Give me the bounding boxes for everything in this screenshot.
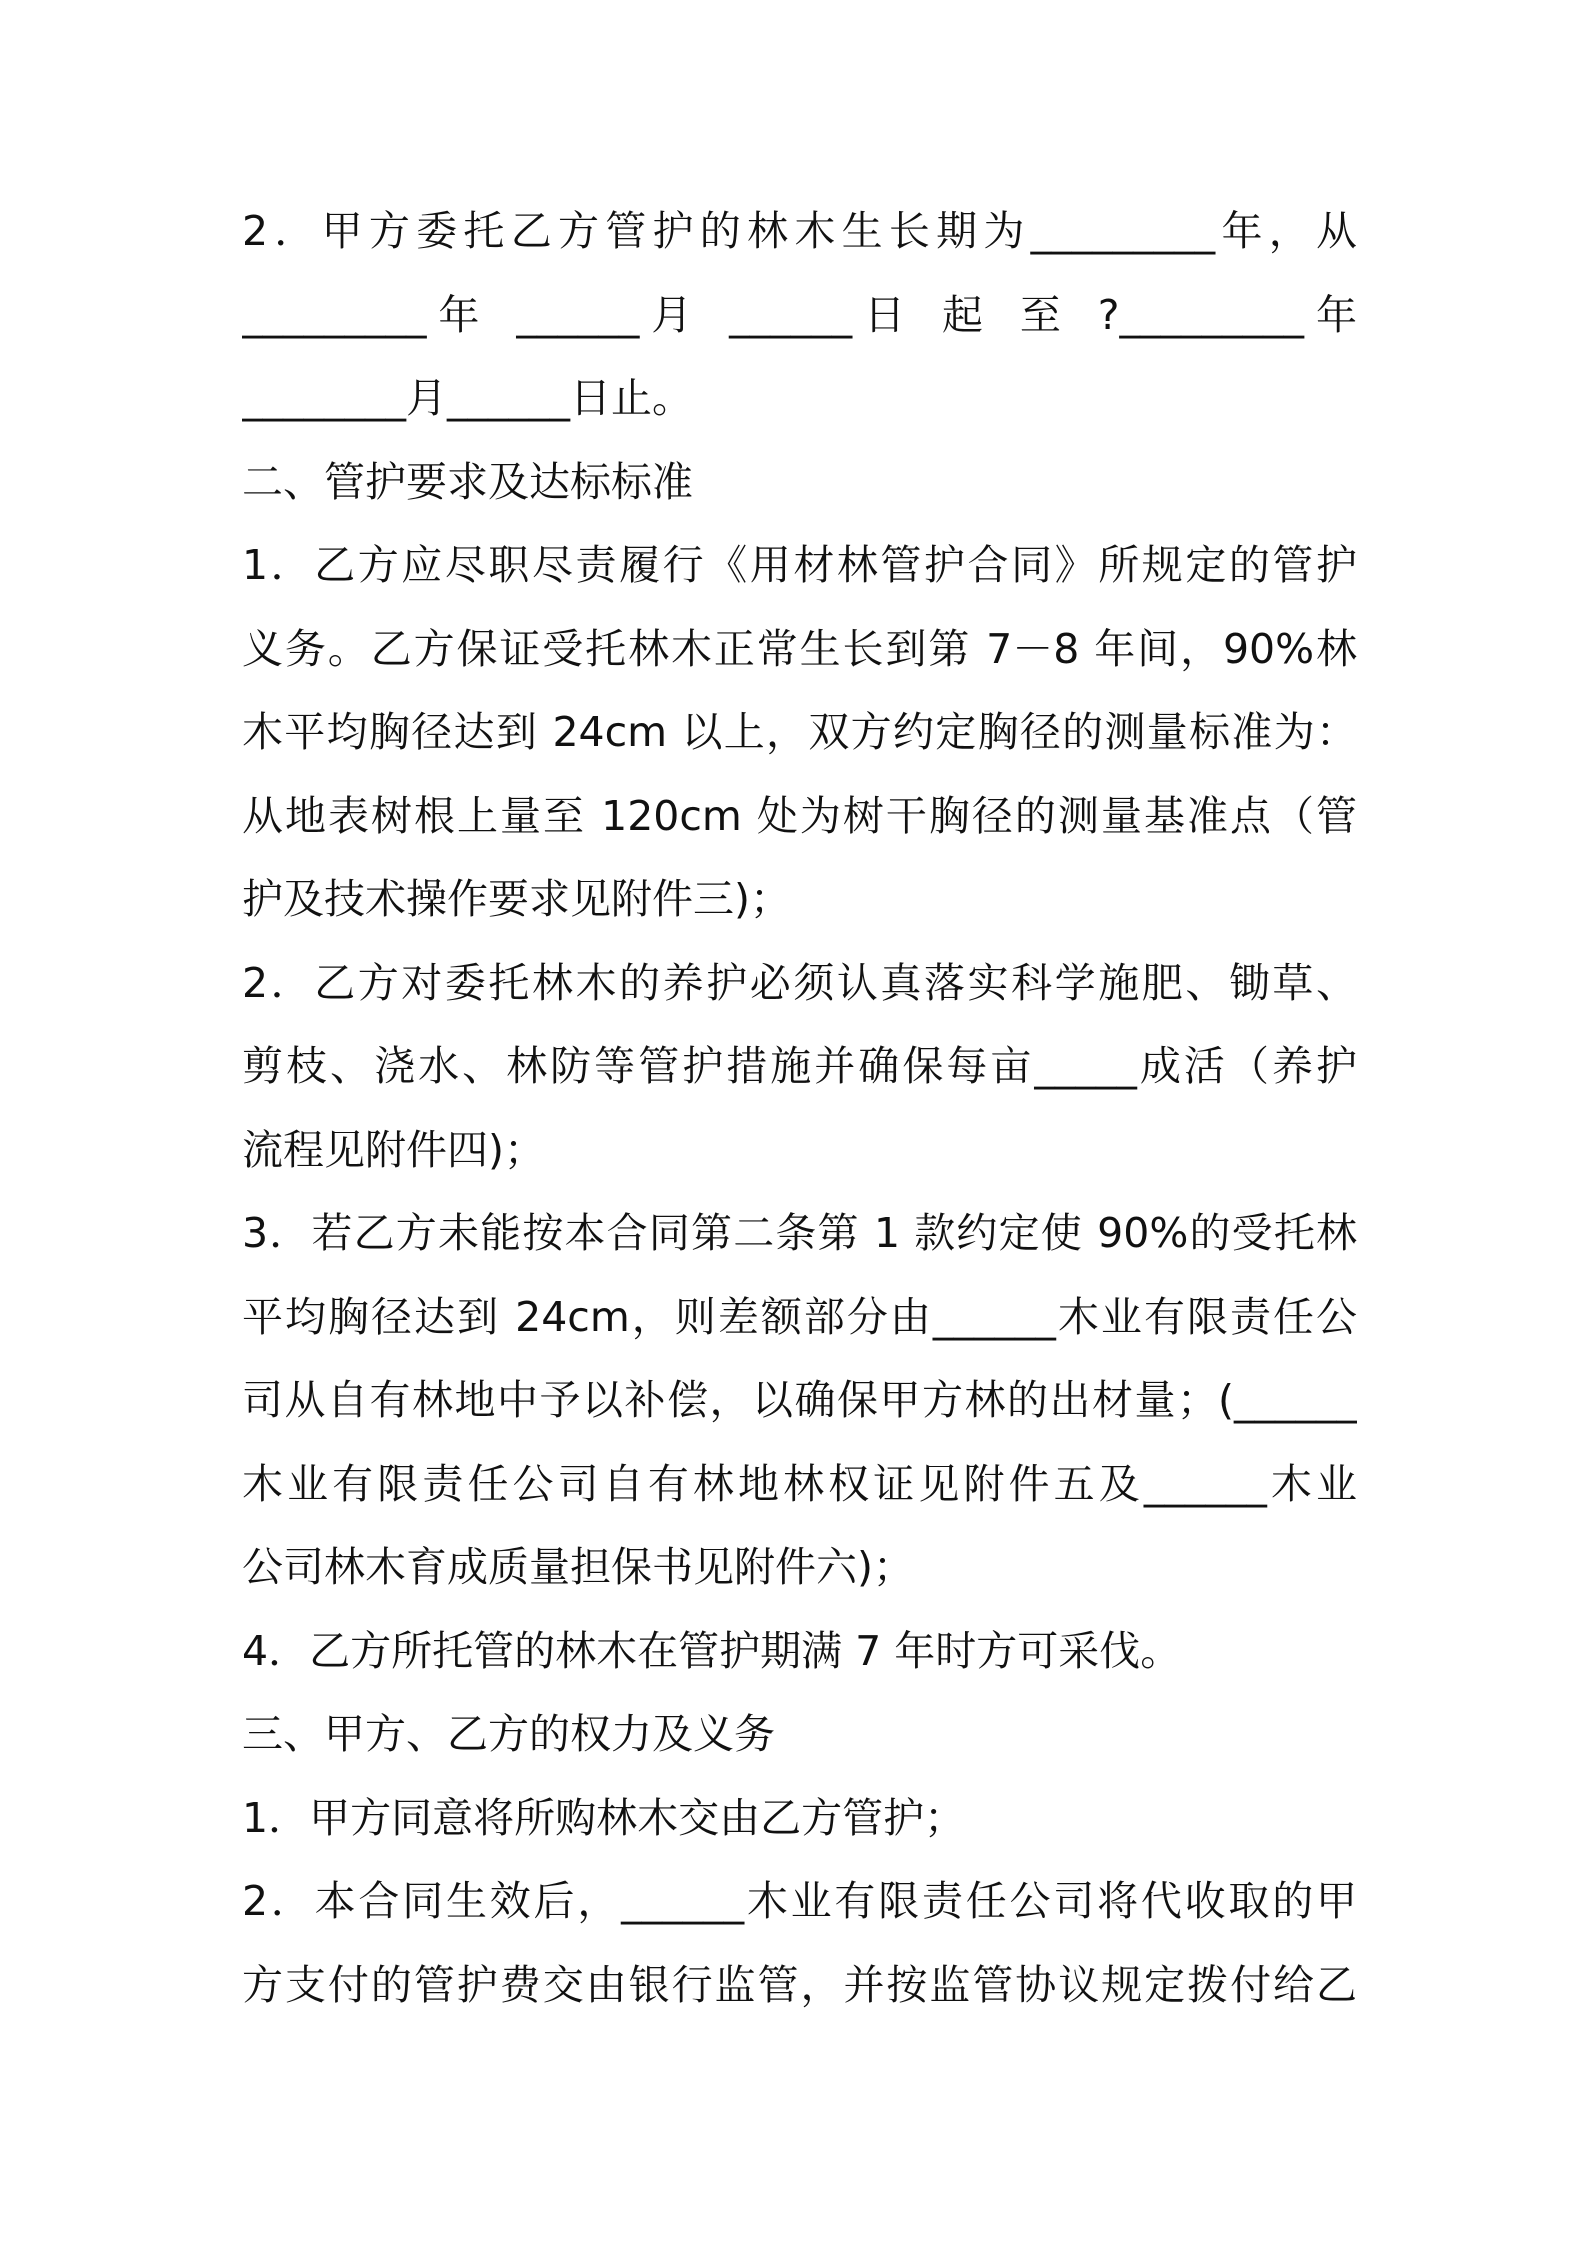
clause-line: 平均胸径达到 24cm，则差额部分由______木业有限责任公 — [242, 1292, 1357, 1341]
clause-line: 护及技术操作要求见附件三)； — [242, 875, 791, 923]
clause-line: 流程见附件四)； — [242, 1125, 545, 1174]
clause-line: 司从自有林地中予以补偿，以确保甲方林的出材量；(______ — [242, 1376, 1357, 1424]
section-heading-rights: 三、甲方、乙方的权力及义务 — [242, 1710, 775, 1758]
section-heading-requirements: 二、管护要求及达标标准 — [242, 457, 693, 506]
line-term-period: 2．甲方委托乙方管护的林木生长期为_________年，从 — [242, 207, 1357, 255]
line-term-end: ________月______日止。 — [242, 374, 693, 422]
line-term-dates: _________年 ______月 ______日 起 至 ?_________年 — [242, 290, 1357, 339]
clause-line: 1．乙方应尽职尽责履行《用材林管护合同》所规定的管护 — [242, 541, 1357, 589]
clause-line: 4．乙方所托管的林木在管护期满 7 年时方可采伐。 — [242, 1626, 1182, 1675]
clause-line: 木平均胸径达到 24cm 以上，双方约定胸径的测量标准为： — [242, 708, 1357, 756]
contract-page — [242, 190, 1357, 2027]
clause-line: 义务。乙方保证受托林木正常生长到第 7－8 年间，90%林 — [242, 624, 1357, 673]
clause-line: 剪枝、浇水、林防等管护措施并确保每亩_____成活（养护 — [242, 1042, 1357, 1090]
clause-line: 2．本合同生效后，______木业有限责任公司将代收取的甲 — [242, 1877, 1357, 1925]
clause-line: 从地表树根上量至 120cm 处为树干胸径的测量基准点（管 — [242, 791, 1357, 840]
clause-line: 公司林木育成质量担保书见附件六)； — [242, 1543, 914, 1591]
clause-line: 方支付的管护费交由银行监管，并按监管协议规定拨付给乙 — [242, 1960, 1357, 2009]
clause-line: 2．乙方对委托林木的养护必须认真落实科学施肥、锄草、 — [242, 958, 1357, 1007]
clause-line: 1．甲方同意将所购林木交由乙方管护； — [242, 1793, 966, 1842]
clause-line: 木业有限责任公司自有林地林权证见附件五及______木业 — [242, 1459, 1357, 1508]
clause-line: 3．若乙方未能按本合同第二条第 1 款约定使 90%的受托林 — [242, 1209, 1357, 1257]
